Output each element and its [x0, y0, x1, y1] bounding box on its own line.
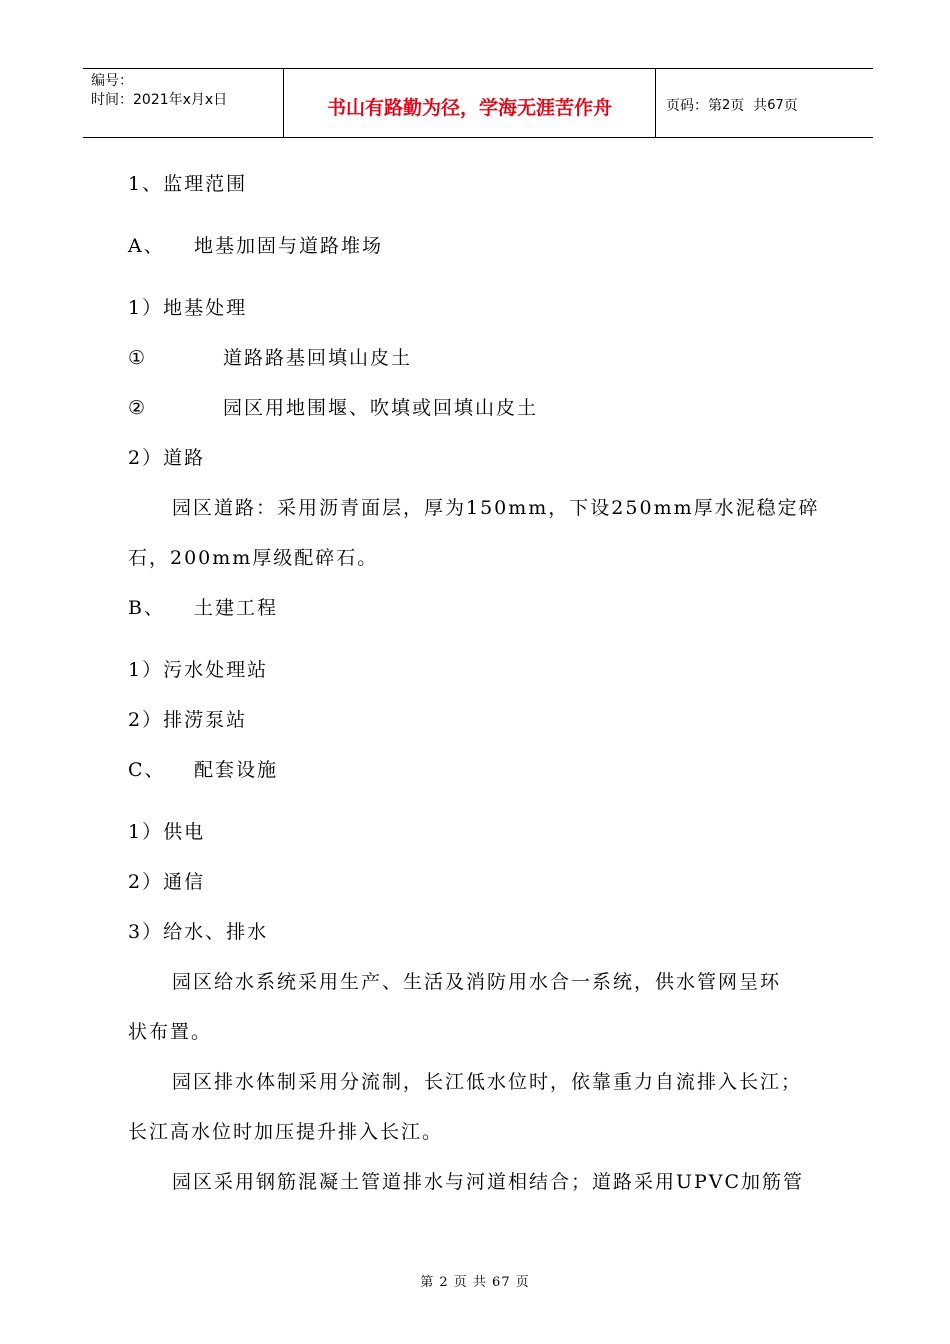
item-communication: 2）通信 — [128, 871, 206, 893]
page-prefix: 页码：第 — [666, 98, 722, 114]
list-item-1 — [128, 346, 412, 370]
subsection-a-marker: A、 — [128, 235, 165, 257]
subsection-a-title: 地基加固与道路堆场 — [194, 235, 384, 257]
item-water-supply-drainage: 3）给水、排水 — [128, 921, 269, 943]
header-page-info — [656, 69, 873, 137]
list-item-2 — [128, 396, 538, 420]
subsection-b-marker: B、 — [128, 597, 165, 619]
paragraph-water-supply-2: 状布置。 — [128, 1021, 213, 1043]
page-current: 2 — [722, 97, 731, 113]
subsection-c-title: 配套设施 — [194, 759, 279, 781]
paragraph-drainage-1: 园区排水体制采用分流制，长江低水位时，依靠重力自流排入长江； — [172, 1071, 803, 1093]
subsection-b — [128, 596, 278, 620]
list-item-2-marker: ② — [128, 397, 148, 419]
item-power-supply: 1）供电 — [128, 821, 206, 843]
section-heading-supervision-scope: 1、监理范围 — [128, 173, 248, 195]
paragraph-pipes-1: 园区采用钢筋混凝土管道排水与河道相结合；道路采用UPVC加筋管 — [172, 1171, 805, 1193]
header-time-label: 时间：2021年x月x日 — [91, 92, 228, 108]
header-number-label: 编号： — [91, 73, 133, 89]
page-footer: 第 2 页 共 67 页 — [420, 1275, 530, 1290]
item-foundation-treatment: 1）地基处理 — [128, 297, 248, 319]
item-drainage-pump-station: 2）排涝泵站 — [128, 709, 248, 731]
paragraph-drainage-2: 长江高水位时加压提升排入长江。 — [128, 1121, 444, 1143]
paragraph-water-supply-1: 园区给水系统采用生产、生活及消防用水合一系统，供水管网呈环 — [172, 971, 782, 993]
subsection-c — [128, 758, 278, 782]
subsection-a — [128, 234, 383, 258]
page-suffix: 页 — [783, 98, 798, 114]
list-item-2-text: 园区用地围堰、吹填或回填山皮土 — [223, 397, 539, 419]
paragraph-road-2: 石，200mm厚级配碎石。 — [128, 547, 379, 569]
list-item-1-marker: ① — [128, 347, 148, 369]
list-item-1-text: 道路路基回填山皮土 — [223, 347, 413, 369]
page-total: 67 — [767, 97, 784, 113]
page-header — [83, 68, 873, 138]
paragraph-road-1: 园区道路：采用沥青面层，厚为150mm，下设250mm厚水泥稳定碎 — [172, 497, 820, 519]
item-sewage-station: 1）污水处理站 — [128, 659, 269, 681]
header-meta — [83, 69, 284, 137]
subsection-b-title: 土建工程 — [194, 597, 279, 619]
subsection-c-marker: C、 — [128, 759, 166, 781]
header-motto: 书山有路勤为径，学海无涯苦作舟 — [284, 69, 656, 137]
item-road: 2）道路 — [128, 447, 206, 469]
page-mid: 页 共 — [730, 98, 768, 114]
